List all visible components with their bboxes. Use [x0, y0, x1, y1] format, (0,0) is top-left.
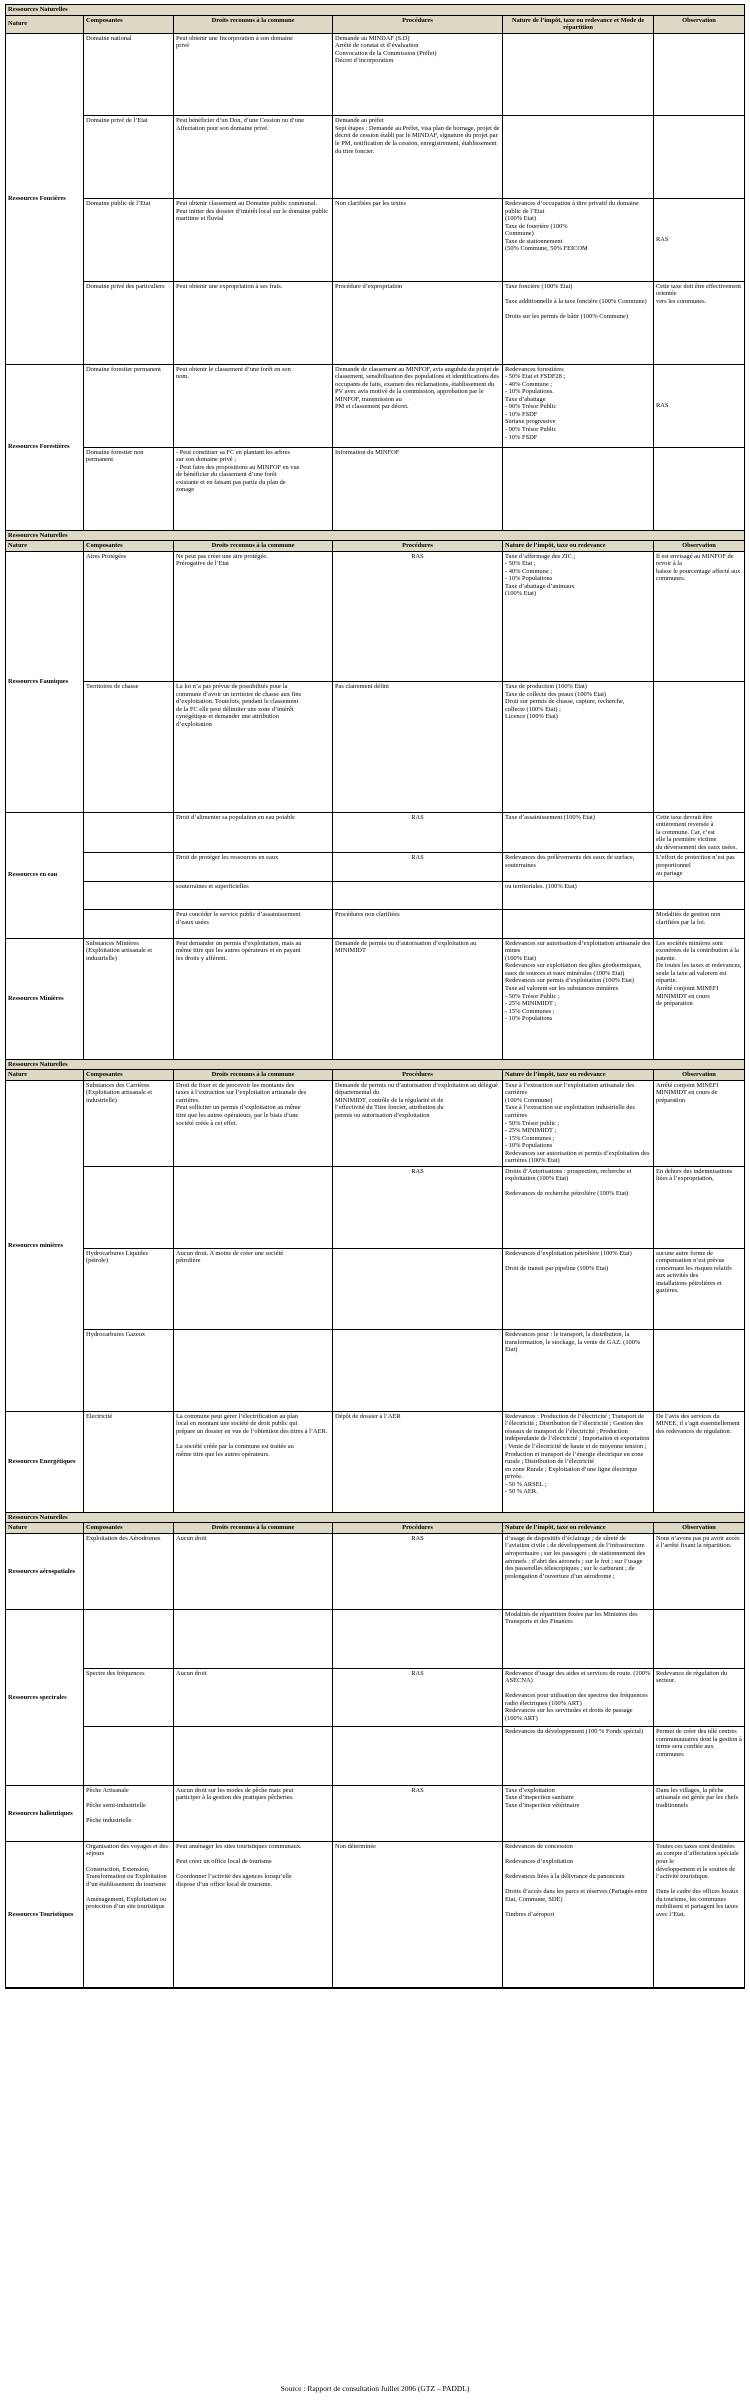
observation-cell: Dans les villages, la pêche artisanale est gérée par les chefs traditionnels: [656, 1786, 739, 1810]
table-row: [84, 1412, 744, 1512]
nature-cell: Ressources Forestières: [6, 365, 84, 530]
observation-cell: [654, 1610, 744, 1668]
procedures-cell: [333, 1330, 503, 1411]
impot-cell: Redevances d’exploitation pétrolière (100% Etat) Droit de transit par pipeline (100% Etat): [503, 1249, 654, 1330]
observation-cell: Cette taxe doit être effectivement orientée vers les communes.: [656, 282, 742, 305]
impot-cell: Redevances sur autorisation d’exploitation artisanale des mines (100% Etat) Redevances sur exploitation des gîtes géothermiques, eaux de sources et eaux minérales (100% Etat) Redevances sur permis d’exploitation (100% Etat) Taxe ad valorem sur les substances minières - 50% Trésor Public ; - 25% MINIMIDT ; - 15% Communes ; - 10% Populations: [503, 939, 654, 1059]
droits-cell: - Peut constituer sa FC en plantant les arbres sur son domaine privé ; - Peut faire des propositions au MINFOF en vue de bénéficier du classement d’une forêt existante et en faisant pas partie du plan de zonage: [174, 448, 333, 530]
composante-cell: Hydrocarbures Liquides (pétrole): [84, 1249, 174, 1330]
col-header-droits: Droits reconnus à la commune: [174, 541, 333, 551]
table-row: [84, 1669, 744, 1728]
procedures-cell: [333, 1610, 503, 1668]
table-row: [84, 1534, 744, 1609]
nature-cell: Ressources minières: [6, 1081, 84, 1411]
table-group-header: [6, 1513, 744, 1524]
observation-cell: [654, 116, 744, 198]
composante-cell: [84, 813, 174, 853]
impot-cell: Redevances pour : le transport, la distribution, la transformation, le stockage, la vente de GAZ. (100% Etat): [503, 1330, 654, 1411]
observation-cell: [654, 882, 744, 909]
procedures-cell: Demande de permis ou d’autorisation d’exploitation au MINIMIDT: [333, 939, 503, 1059]
nature-group-header: Ressources Naturelles: [8, 6, 68, 13]
col-header-procedures: Procédures: [333, 16, 503, 33]
droits-cell: Droit d’alimenter sa population en eau potable: [174, 813, 333, 853]
table-row: [84, 910, 744, 937]
table-row: [84, 552, 744, 683]
observation-cell: Permet de créer des télé centres communautaires dont la gestion à terme sera confiée aux communes: [656, 1728, 742, 1758]
droits-cell: Ne peut pas créer une aire protégée. Prérogative de l’Etat: [174, 552, 333, 682]
composante-cell: Substances des Carrières (Exploitation artisanale et industrielle): [84, 1081, 174, 1166]
impot-cell: Taxe à l’extraction sur l’exploitation artisanale des carrières (100% Commune) Taxe à l’extraction sur exploitation industrielle des carrières - 50% Trésor public ; - 25% MINIMIDT ; - 15% Communes ; - 10% Populations Redevances sur autorisation et permis d’exploitation des carrières (100% Etat): [503, 1081, 654, 1166]
table-group-header: [6, 1060, 744, 1071]
section-band: [6, 365, 744, 531]
procedures-cell: Demande de classement au MINFOF, avis augubdu du projet de classement, sensibilisation des populations et identifications des occupants de faits, examen des réclamations, établissement du PV avec avis motivé de la commission, approbation par le MINFOF, transmission au PM et classement par décret.: [333, 365, 503, 447]
composante-cell: Substances Minières (Exploitation artisanale et industrielle): [84, 939, 174, 1059]
section-rows: [84, 1081, 744, 1411]
section-rows: [84, 1610, 744, 1785]
droits-cell: Peut obtenir une Incorporation à son domaine privé: [174, 34, 333, 116]
droits-cell: Droit de protéger les ressources en eaux: [174, 853, 333, 880]
droits-cell: Aucun droit. A moins de créer une société pétrolière: [174, 1249, 333, 1330]
impot-cell: [503, 34, 654, 116]
observation-cell: [654, 1330, 744, 1411]
composante-cell: Domaine national: [84, 34, 174, 116]
droits-cell: [174, 1167, 333, 1248]
col-header-impot: Nature de l’impôt, taxe ou redevance: [503, 1070, 654, 1080]
impot-cell: Taxe d’assainissement (100% Etat): [503, 813, 654, 853]
observation-cell: aucune autre forme de compensation n’est prévue concernant les risques relatifs aux activités des installations pétrolières et gazières.: [656, 1249, 732, 1295]
section-band: [6, 1842, 744, 1988]
observation-cell: Arrêté conjoint MINEFI MINIMIDT en cours de préparation: [656, 1081, 719, 1104]
col-header-nature: Nature: [6, 1070, 84, 1080]
impot-cell: Droits d’Autorisations : prospection, recherche et exploitation (100% Etat) Redevances de recherche pétrolière (100% Etat): [503, 1167, 654, 1248]
table-row: [84, 448, 744, 530]
table-row: [84, 1727, 744, 1785]
section-band: [6, 1786, 744, 1842]
procedures-cell: Demande de permis ou d’autorisation d’exploitation au délégué départemental du MINIMIDT, contrôle de la régularité et de l’effectivité du Titre foncier, attribution du permis ou autorisation d’exploitation: [333, 1081, 503, 1166]
impot-cell: Taxe foncière (100% Etat) Taxe additionnelle à la taxe foncière (100% Commune) Droits sur les permis de bâtir (100% Commune): [503, 282, 654, 364]
composante-cell: Territoires de chasse: [84, 682, 174, 812]
droits-cell: Peut bénéficier d’un Don, d’une Cession ou d’une Affectation pour son domaine privé.: [174, 116, 333, 198]
col-header-composantes: Composantes: [84, 1070, 174, 1080]
impot-cell: Taxe d’exploitation Taxe d’inspection sanitaire Taxe d’inspection vétérinaire: [503, 1786, 654, 1841]
impot-cell: ou territoriales. (100% Etat): [503, 882, 654, 909]
composante-cell: [84, 882, 174, 909]
table-row: [84, 1167, 744, 1249]
observation-cell: Les sociétés minières sont exonérées de la contribution à la patente. De toutes les taxes et redevances, seule la taxe ad valorem est répartie. Arrêté conjoint MINEFI MINIMIDT en cours de préparation: [656, 939, 742, 1008]
section-rows: [84, 939, 744, 1059]
droits-cell: Aucun droit sur les modes de pêche mais peut participer à la gestion des pratiques pêcheries.: [174, 1786, 333, 1841]
impot-cell: Redevance d’usage des aides et services de route. (100% ASECNA) Redevances pour utilisation des spectres des fréquences radio électriques (100% ART) Redevances sur les servitudes et droits de passage (100% ART): [503, 1669, 654, 1727]
nature-cell: Ressources Minières: [6, 939, 84, 1059]
section-band: [6, 939, 744, 1060]
section-rows: [84, 813, 744, 938]
impot-cell: Redevances forestières - 50% Etat et FSDF28 ; - 40% Commune ; - 10% Populations. Taxe d’abattage - 90% Trésor Public - 10% FSDF Surtaxe progressive - 90% Trésor Public - 10% FSDF: [503, 365, 654, 447]
col-header-nature: Nature: [6, 541, 84, 551]
col-header-composantes: Composantes: [84, 541, 174, 551]
composante-cell: Domaine privé de l’Etat: [84, 116, 174, 198]
procedures-cell: Demande au MINDAF (S.D) Arrêté de constat et d’évaluation Convocation de la Commission (Préfet) Décret d’incorporation: [333, 34, 503, 116]
observation-cell: Redevance de régulation du secteur.: [656, 1669, 728, 1685]
table-body: [6, 34, 744, 1988]
table-row: [84, 813, 744, 854]
section-rows: [84, 1534, 744, 1609]
impot-cell: Redevances d’occupation à titre privatif du domaine public de l’Etat (100% Etat) Taxe de fourrière (100% Commune) Taxe de stationnement (50% Commune, 50% FEICOM: [503, 199, 654, 281]
table-row: [84, 1842, 744, 1987]
droits-cell: Peut obtenir le classement d’une forêt en son nom.: [174, 365, 333, 447]
nature-cell: Ressources spectrales: [6, 1610, 84, 1785]
procedures-cell: [333, 1249, 503, 1330]
table-row: [84, 939, 744, 1059]
impot-cell: Redevances des prélèvements des eaux de surface, souterraines: [503, 853, 654, 880]
observation-cell: [654, 34, 744, 116]
table-row: [84, 1249, 744, 1331]
composante-cell: Pêche Artisanale Pêche semi-industrielle Pêche industrielle: [84, 1786, 174, 1841]
composante-cell: [84, 853, 174, 880]
procedures-cell: Non déterminée: [333, 1842, 503, 1987]
table-row: [84, 199, 744, 282]
section-rows: [84, 1842, 744, 1987]
procedures-cell: RAS: [333, 853, 503, 880]
droits-cell: Peut concéder le service public d’assainissement d’eaux usées: [174, 910, 333, 937]
droits-cell: [174, 1330, 333, 1411]
nature-group-header: Ressources Naturelles: [8, 1060, 68, 1068]
observation-cell: [654, 448, 744, 530]
composante-cell: Domaine privé des particuliers: [84, 282, 174, 364]
droits-cell: [174, 1610, 333, 1668]
section-band: [6, 1081, 744, 1412]
observation-cell: [654, 682, 744, 812]
col-header-droits: Droits reconnus à la commune: [174, 1070, 333, 1080]
col-header-composantes: Composantes: [84, 1523, 174, 1533]
composante-cell: [84, 1727, 174, 1785]
nature-group-header: Ressources Naturelles: [8, 1513, 68, 1521]
table-row: [84, 1081, 744, 1167]
procedures-cell: RAS: [333, 813, 503, 853]
composante-cell: Organisation des voyages et des séjours Construction, Extension, Transformation ou Exploitation d’un établissement du tourisme Aménagement, Exploitation ou protection d’un site touristique: [84, 1842, 174, 1987]
impot-cell: [503, 448, 654, 530]
procedures-cell: Procédures non clarifiées: [333, 910, 503, 937]
col-header-procedures: Procédures: [333, 1070, 503, 1080]
droits-cell: La commune peut gérer l’électrification au plan local en montant une société de droit public qui prépare un dossier en vue de l’obtention des titres à l’AER. La société créée par la commune est traitée au même titre que les autres opérateurs.: [174, 1412, 333, 1512]
section-rows: [84, 1412, 744, 1512]
observation-cell: RAS: [656, 236, 669, 244]
table-group-header: [6, 5, 744, 16]
section-band: [6, 813, 744, 939]
table-row: [84, 1330, 744, 1411]
col-header-impot: Nature de l’impôt, taxe ou redevance: [503, 1523, 654, 1533]
composante-cell: Exploitation des Aérodromes: [84, 1534, 174, 1609]
composante-cell: Aires Protégées: [84, 552, 174, 682]
composante-cell: Domaine forestier permanent: [84, 365, 174, 447]
nature-cell: Ressources Touristiques: [6, 1842, 84, 1987]
droits-cell: [174, 1727, 333, 1785]
droits-cell: Peut aménager les sites touristiques communaux. Peut créer un office local de tourisme Coordonner l’activité des agences lorsqu’elle dispose d’un office local de tourisme.: [174, 1842, 333, 1987]
impot-cell: Redevances du développement (100 % Fonds spécial): [503, 1727, 654, 1785]
source-note: Source : Rapport de consultation Juillet 2006 (GTZ – PADDL): [280, 2384, 470, 2393]
observation-cell: RAS: [656, 401, 669, 409]
procedures-cell: RAS: [333, 1534, 503, 1609]
droits-cell: Peut obtenir une expropriation à ses frais.: [174, 282, 333, 364]
table-row: [84, 34, 744, 117]
nature-cell: Ressources Energétiques: [6, 1412, 84, 1512]
droits-cell: Aucun droit: [174, 1534, 333, 1609]
table-header-row: [6, 1523, 744, 1534]
impot-cell: d’usage de dispositifs d’éclairage ; de sûreté de l’aviation civile ; de développement de l’infrastructure aéroportuaire ; sur les passagers ; de stationnement des aéronefs ; d’abri des aéronefs ; sur le fret ; sur l’usage des passerelles télescopiques ; sur le carburant ; de prolongation d’ouverture d’un aérodrome ;: [503, 1534, 654, 1609]
nature-cell: Ressources Foncières: [6, 34, 84, 364]
table-header-row: [6, 541, 744, 552]
table-row: [84, 365, 744, 448]
composante-cell: Electricité: [84, 1412, 174, 1512]
table-row: [84, 282, 744, 364]
procedures-cell: [333, 882, 503, 909]
procedures-cell: Procédure d’expropriation: [333, 282, 503, 364]
section-band: [6, 1534, 744, 1610]
col-header-droits: Droits reconnus à la commune: [174, 16, 333, 33]
composante-cell: [84, 1167, 174, 1248]
impot-cell: Modalités de répartition fixées par les Ministres des Transports et des Finances: [503, 1610, 654, 1668]
section-band: [6, 552, 744, 813]
impot-cell: [503, 910, 654, 937]
observation-cell: Cette taxe devrait être entièrement reversée à la commune. Car, c’est elle la première victime du déversement des eaux usées.: [656, 813, 738, 851]
col-header-observation: Observation: [682, 1524, 716, 1532]
composante-cell: Hydrocarbures Gazeux: [84, 1330, 174, 1411]
section-rows: [84, 552, 744, 812]
observation-cell: Il est envisagé au MINFOF de revoir à la baisse le pourcentage affecté aux communes.: [656, 552, 741, 583]
col-header-observation: Observation: [682, 16, 716, 24]
table-row: [84, 882, 744, 910]
composante-cell: Spectre des fréquences: [84, 1669, 174, 1727]
observation-cell: Toutes ces taxes sont destinées au compte d’affectation spéciale pour le développement et le soutien de l’activité touristique. Dans le cadre des offices locaux du tourisme, les communes mobilisent et partagent les taxes avec l’Etat.: [656, 1842, 739, 1918]
nature-cell: Ressources aérospatiales: [6, 1534, 84, 1609]
section-band: [6, 1412, 744, 1513]
section-band: [6, 34, 744, 365]
section-rows: [84, 1786, 744, 1841]
procedures-cell: RAS: [333, 1167, 503, 1248]
impot-cell: [503, 116, 654, 198]
col-header-composantes: Composantes: [84, 16, 174, 33]
droits-cell: souterraines et superficielles: [174, 882, 333, 909]
col-header-nature: Nature: [6, 1523, 84, 1533]
table-row: [84, 853, 744, 881]
col-header-impot: Nature de l’impôt, taxe ou redevance: [503, 541, 654, 551]
composante-cell: Domaine forestier non permanent: [84, 448, 174, 530]
observation-cell: Modalités de gestion non clarifiées par la loi.: [656, 911, 721, 926]
col-header-procedures: Procédures: [333, 1523, 503, 1533]
procedures-cell: [333, 1727, 503, 1785]
col-header-droits: Droits reconnus à la commune: [174, 1523, 333, 1533]
procedures-cell: RAS: [333, 552, 503, 682]
observation-cell: L’effort de protection n’est pas proportionnel au partage: [656, 854, 735, 877]
impot-cell: Redevances : Production de l’électricité ; Transport de l’électricité ; Distribution de l’électricité ; Gestion des réseaux de transport de l’électricité ; Production indépendante de l’électricité ; Importation et exportation ; Vente de l’électricité de haute et de moyenne tension ; Production et transport de l’énergie électrique en zone rurale ; Distribution de l’électricité en zone Rurale ; Exploitation d’une ligne électrique privée. - 50 % ARSEL ; - 50 % AER.: [503, 1412, 654, 1512]
droits-cell: Peut obtenir classement au Domaine public communal. Peut initier des dossier d’intérêt local sur le domaine public maritime et fluvial: [174, 199, 333, 281]
procedures-cell: Demande au préfet Sept étapes : Demande au Préfet, visa plan de bornage, projet de décret de cession établi par le MINDAF, signature du projet par le PM, notification de la cession, enregistrement, établissement du titre foncier.: [333, 116, 503, 198]
col-header-procedures: Procédures: [333, 541, 503, 551]
nature-group-header: Ressources Naturelles: [8, 531, 68, 539]
impot-cell: Redevances de concession Redevances d’exploitation Redevances liées à la délivrance du panonceau Droits d’accès dans les parcs et réserves (Partagés entre Etat, Commune, SDE) Timbres d’aéroport: [503, 1842, 654, 1987]
procedures-cell: RAS: [333, 1786, 503, 1841]
composante-cell: [84, 910, 174, 937]
col-header-observation: Observation: [682, 542, 716, 550]
table-header-row: [6, 1070, 744, 1081]
table-row: [84, 116, 744, 199]
observation-cell: En dehors des indemnisations liées à l’expropriation,: [656, 1167, 733, 1183]
droits-cell: Droit de fixer et de percevoir les montants des taxes à l’extraction sur l’exploitation artisanale des carrières. Peut solliciter un permis d’exploitation au même titre que les autres opérateurs, par le biais d’une société créée à cet effet.: [174, 1081, 333, 1166]
section-band: [6, 1610, 744, 1786]
procedures-cell: Dépôt de dossier à l’AER: [333, 1412, 503, 1512]
observation-cell: De l’avis des services du MINEE, il s’agit essentiellement des redevances de régulation.: [656, 1412, 740, 1435]
resources-table: [5, 4, 745, 1989]
impot-cell: Taxe de production (100% Etat) Taxe de collecte des peaux (100% Etat) Droit sur permis de chasse, capture, recherche, collecte (100% Etat) ; Licence (100% Etat): [503, 682, 654, 812]
col-header-impot: Nature de l’impôt, taxe ou redevance et Mode de répartition: [503, 16, 654, 33]
droits-cell: La loi n’a pas prévue de possibilités pour la commune d’avoir un territoire de chasse aux fins d’exploitation. Toutefois, pendant le classement de la FC elle peut délimiter une zone d’intérêt cynégétique et demander une attribution d’exploitation: [174, 682, 333, 812]
table-header-row: [6, 16, 744, 34]
droits-cell: Peut demander un permis d’exploitation, mais au même titre que les autres opérateurs et en payant les droits y afférent.: [174, 939, 333, 1059]
section-rows: [84, 34, 744, 364]
impot-cell: Taxe d’affermage des ZIC ; - 50% Etat ; - 40% Commune ; - 10% Populations Taxe d’abattage d’animaux (100% Etat): [503, 552, 654, 682]
table-row: [84, 682, 744, 812]
table-row: [84, 1610, 744, 1669]
droits-cell: Aucun droit: [174, 1669, 333, 1727]
col-header-nature: Nature: [6, 16, 84, 33]
nature-cell: Ressources en eau: [6, 813, 84, 938]
composante-cell: [84, 1610, 174, 1668]
procedures-cell: Pas clairement défini: [333, 682, 503, 812]
procedures-cell: RAS: [333, 1669, 503, 1727]
col-header-observation: Observation: [682, 1071, 716, 1079]
nature-cell: Ressources Fauniques: [6, 552, 84, 812]
nature-cell: Ressources halieutiques: [6, 1786, 84, 1841]
observation-cell: Nous n’avons pas pu avoir accès à l’arrêté fixant la répartition.: [656, 1534, 740, 1550]
table-row: [84, 1786, 744, 1841]
procedures-cell: Non clarifiées par les textes: [333, 199, 503, 281]
section-rows: [84, 365, 744, 530]
table-group-header: [6, 531, 744, 542]
procedures-cell: Information du MINFOF: [333, 448, 503, 530]
composante-cell: Domaine public de l’Etat: [84, 199, 174, 281]
